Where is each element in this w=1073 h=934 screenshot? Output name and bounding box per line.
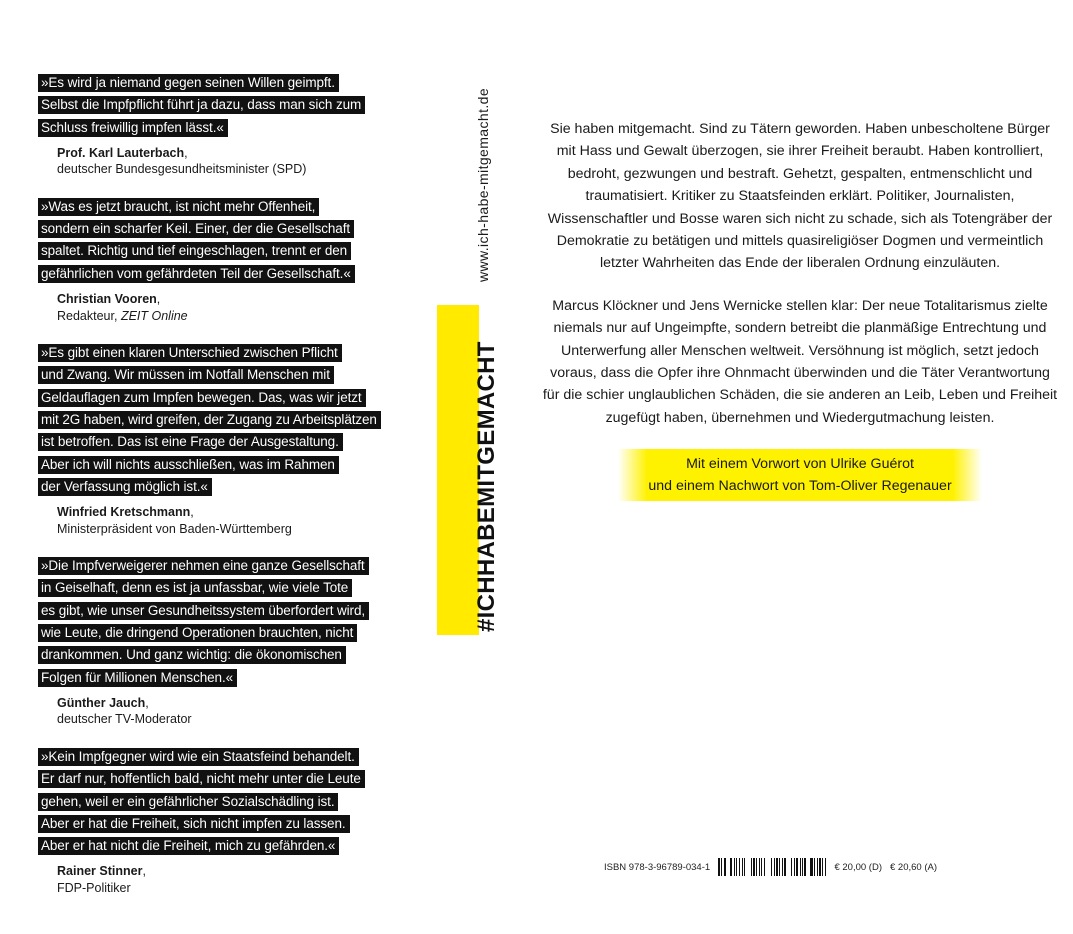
barcode-bar	[819, 858, 821, 876]
barcode-bar	[744, 858, 745, 876]
barcode-bar	[796, 858, 798, 876]
quote-attribution	[38, 291, 398, 324]
foreword-highlight	[542, 449, 1058, 501]
blurb-paragraph-1: Sie haben mitgemacht. Sind zu Tätern geworden. Haben unbescholtene Bürger mit Hass und Gewalt überzogen, sie ihrer Freiheit beraubt. Haben kontrolliert, bedroht, gezwungen und bestraft. Gehetzt, gespalten, entmenschlicht und traumatisiert. Kritiker zu Staatsfeinden erklärt. Politiker, Journalisten, Wissenschaftler und Bosse waren sich nicht zu schade, sich als Totengräber der Demokratie zu betätigen und mittels quasireligiöser Dogmen und vermeintlich letzter Wahrheiten das Ende der liberalen Ordnung einzuläuten.	[547, 121, 1053, 272]
isbn-number: ISBN 978-3-96789-034-1	[604, 861, 711, 873]
barcode-bar	[784, 858, 786, 876]
author-comma: ,	[142, 864, 146, 879]
quote-line: Geldauflagen zum Impfen bewegen. Das, was wir jetzt	[38, 389, 366, 407]
barcode-bar	[779, 858, 780, 876]
quote-block	[38, 746, 398, 896]
barcode-bar	[802, 858, 803, 876]
barcode-bar	[817, 858, 818, 876]
quote-attribution	[38, 695, 398, 728]
barcode-bar	[810, 858, 813, 876]
quote-author-role: FDP-Politiker	[57, 880, 131, 895]
foreword-line: Mit einem Vorwort von Ulrike Guérot	[686, 456, 914, 473]
quote-block	[38, 342, 398, 537]
barcode-bar	[742, 858, 743, 876]
quote-author: Winfried Kretschmann	[57, 505, 191, 520]
afterword-line: und einem Nachwort von Tom-Oliver Regenauer	[648, 478, 952, 495]
spine-hashtag: #ICHHABEMITGEMACHT	[473, 341, 500, 632]
quote-line: »Es gibt einen klaren Unterschied zwischen Pflicht	[38, 344, 342, 362]
quote-line: Folgen für Millionen Menschen.«	[38, 669, 237, 687]
quote-line: Er darf nur, hoffentlich bald, nicht mehr unter die Leute	[38, 770, 365, 788]
quote-block	[38, 196, 398, 324]
barcode-bar	[761, 858, 762, 876]
quote-line: Aber er hat die Freiheit, sich nicht impfen zu lassen.	[38, 815, 350, 833]
barcode-bar	[718, 858, 720, 876]
barcode-bar	[756, 858, 757, 876]
barcode-bar	[825, 858, 827, 876]
quote-text	[38, 196, 398, 285]
quote-text	[38, 555, 398, 689]
barcode-bar	[751, 858, 752, 876]
quote-line: und Zwang. Wir müssen im Notfall Menschen mit	[38, 366, 334, 384]
quote-line: Aber er hat nicht die Freiheit, mich zu gefährden.«	[38, 837, 339, 855]
quote-text	[38, 72, 398, 139]
barcode-bar	[734, 858, 735, 876]
barcode-bar	[721, 858, 722, 876]
blurb-section	[542, 118, 1058, 501]
quote-line: spaltet. Richtig und tief eingeschlagen, trennt er den	[38, 242, 351, 260]
barcode-bar	[764, 858, 766, 876]
quote-author: Christian Vooren	[57, 292, 157, 307]
quote-block	[38, 555, 398, 728]
author-comma: ,	[145, 695, 149, 710]
barcode-bar	[782, 858, 783, 876]
barcode-bar	[759, 858, 760, 876]
quote-author-role	[57, 308, 398, 325]
barcode-bar	[814, 858, 815, 876]
quote-line: »Was es jetzt braucht, ist nicht mehr Offenheit,	[38, 198, 319, 216]
book-spine	[435, 62, 500, 642]
quote-line: der Verfassung möglich ist.«	[38, 478, 212, 496]
barcode-bar	[724, 858, 726, 876]
quote-attribution	[38, 504, 398, 537]
barcode-bar	[776, 858, 778, 876]
barcode-bar	[736, 858, 737, 876]
price-austria: € 20,60 (A)	[889, 861, 937, 873]
quote-author: Prof. Karl Lauterbach	[57, 145, 185, 160]
quote-line: in Geiselhaft, denn es ist ja unfassbar, wie viele Tote	[38, 579, 352, 597]
barcode-bar	[794, 858, 795, 876]
quote-author-role: Ministerpräsident von Baden-Württemberg	[57, 521, 292, 536]
quote-attribution	[38, 863, 398, 896]
quote-text	[38, 342, 398, 498]
author-comma: ,	[190, 505, 194, 520]
isbn-row	[604, 858, 937, 876]
role-publication: ZEIT Online	[120, 308, 188, 323]
quote-line: gehen, weil er ein gefährlicher Sozialschädling ist.	[38, 793, 338, 811]
spine-url: www.ich-habe-mitgemacht.de	[475, 87, 491, 282]
spine-hashtag-banner	[437, 305, 500, 635]
role-prefix: Redakteur,	[57, 308, 121, 323]
quote-author-role: deutscher Bundesgesundheitsminister (SPD)	[57, 162, 307, 177]
barcode-bar	[791, 858, 792, 876]
quote-block	[38, 72, 398, 178]
quote-line: »Es wird ja niemand gegen seinen Willen geimpft.	[38, 74, 339, 92]
barcode-bar	[804, 858, 806, 876]
quote-line: gefährlichen vom gefährdeten Teil der Gesellschaft.«	[38, 265, 355, 283]
quote-author: Günther Jauch	[57, 695, 146, 710]
quote-attribution	[38, 145, 398, 178]
barcode-bar	[753, 858, 755, 876]
quote-line: »Die Impfverweigerer nehmen eine ganze Gesellschaft	[38, 557, 369, 575]
quote-line: es gibt, wie unser Gesundheitssystem überfordert wird,	[38, 602, 369, 620]
quote-line: drankommen. Und ganz wichtig: die ökonomischen	[38, 646, 346, 664]
quote-author: Rainer Stinner	[57, 864, 143, 879]
barcode-bar	[774, 858, 775, 876]
quote-list	[38, 72, 398, 896]
author-comma: ,	[156, 292, 161, 307]
author-comma: ,	[184, 145, 188, 160]
back-cover-quotes	[38, 72, 398, 914]
quote-line: Selbst die Impfpflicht führt ja dazu, dass man sich zum	[38, 96, 365, 114]
barcode-bar	[771, 858, 772, 876]
quote-line: mit 2G haben, wird greifen, der Zugang zu Arbeitsplätzen	[38, 411, 381, 429]
price-germany: € 20,00 (D)	[834, 861, 882, 873]
barcode-bar	[730, 858, 733, 876]
barcode-bar	[800, 858, 801, 876]
quote-line: sondern ein scharfer Keil. Einer, der die Gesellschaft	[38, 220, 354, 238]
quote-line: Aber ich will nichts ausschließen, was im Rahmen	[38, 456, 339, 474]
quote-line: wie Leute, die dringend Operationen brauchten, nicht	[38, 624, 357, 642]
quote-line: ist betroffen. Das ist eine Frage der Ausgestaltung.	[38, 433, 343, 451]
quote-author-role: deutscher TV-Moderator	[57, 712, 192, 727]
quote-line: Schluss freiwillig impfen lässt.«	[38, 119, 228, 137]
barcode-bar	[822, 858, 823, 876]
barcode	[718, 858, 826, 876]
barcode-bar	[739, 858, 741, 876]
quote-text	[38, 746, 398, 857]
quote-line: »Kein Impfgegner wird wie ein Staatsfeind behandelt.	[38, 748, 359, 766]
blurb-paragraph-2: Marcus Klöckner und Jens Wernicke stellen klar: Der neue Totalitarismus zielte niemals nur auf Ungeimpfte, sondern betreibt die planmäßige Entrechtung und Unterwerfung aller Menschen weltweit. Versöhnung ist möglich, setzt jedoch voraus, dass die Opfer ihre Ohnmacht überwinden und die Täter Verantwortung für die schier unglaublichen Schäden, die sie anderen an Leib, Leben und Freiheit zugefügt haben, übernehmen und Wiedergutmachung leisten.	[542, 297, 1058, 426]
